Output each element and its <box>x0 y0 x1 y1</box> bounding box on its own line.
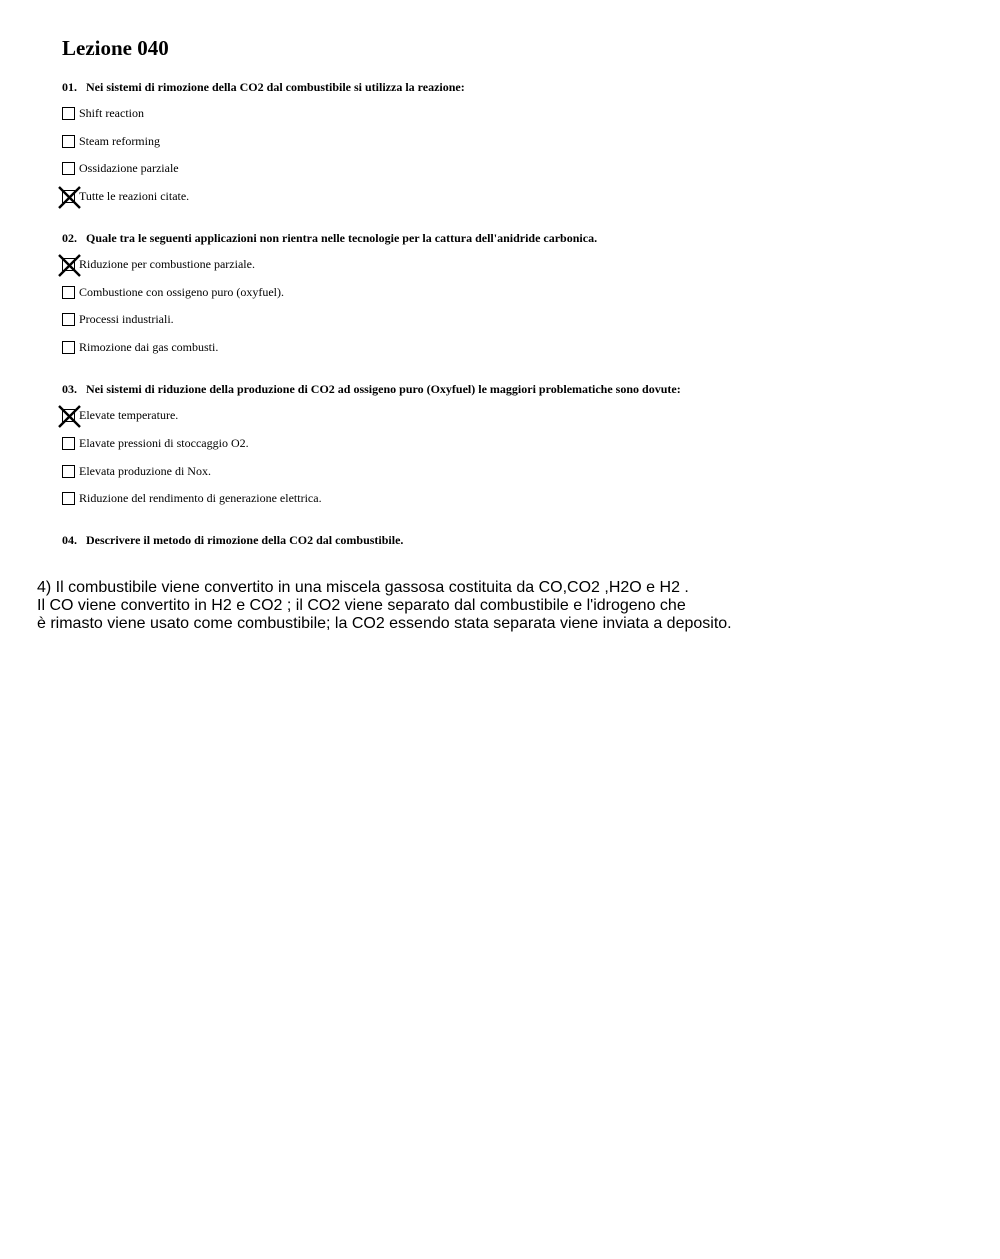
checkbox[interactable] <box>62 437 75 450</box>
option-label: Processi industriali. <box>79 312 174 326</box>
q2-option-4[interactable] <box>62 339 218 355</box>
checkbox[interactable] <box>62 341 75 354</box>
option-label: Elevata produzione di Nox. <box>79 464 211 478</box>
checkbox-checked[interactable] <box>62 190 75 203</box>
q3-option-4[interactable] <box>62 490 322 506</box>
lesson-title: Lezione 040 <box>62 36 169 60</box>
q2-option-2[interactable] <box>62 284 284 300</box>
question-04-title <box>62 532 403 548</box>
option-label: Combustione con ossigeno puro (oxyfuel). <box>79 285 284 299</box>
option-label: Riduzione del rendimento di generazione elettrica. <box>79 491 322 505</box>
question-number: 04. <box>62 533 77 547</box>
question-text: Descrivere il metodo di rimozione della CO2 dal combustibile. <box>86 533 404 547</box>
question-number: 03. <box>62 382 77 396</box>
question-text: Nei sistemi di riduzione della produzione di CO2 ad ossigeno puro (Oxyfuel) le maggiori problematiche sono dovute: <box>86 382 681 396</box>
q2-option-3[interactable] <box>62 311 174 327</box>
checkbox[interactable] <box>62 107 75 120</box>
question-number: 02. <box>62 231 77 245</box>
q2-option-1[interactable] <box>62 256 255 272</box>
option-label: Steam reforming <box>79 134 160 148</box>
question-number: 01. <box>62 80 77 94</box>
option-label: Riduzione per combustione parziale. <box>79 257 255 271</box>
question-01-title <box>62 79 465 95</box>
check-x-icon <box>57 185 82 210</box>
checkbox[interactable] <box>62 162 75 175</box>
question-text: Nei sistemi di rimozione della CO2 dal combustibile si utilizza la reazione: <box>86 80 465 94</box>
option-label: Ossidazione parziale <box>79 161 179 175</box>
option-label: Elevate temperature. <box>79 408 179 422</box>
checkbox[interactable] <box>62 313 75 326</box>
checkbox-checked[interactable] <box>62 409 75 422</box>
answer-line: è rimasto viene usato come combustibile; la CO2 essendo stata separata viene inviata a deposito. <box>37 615 732 632</box>
q3-option-3[interactable] <box>62 463 211 479</box>
answer-text <box>37 579 732 633</box>
answer-line: 4) Il combustibile viene convertito in una miscela gassosa costituita da CO,CO2 ,H2O e H2 . <box>37 579 689 596</box>
question-text: Quale tra le seguenti applicazioni non rientra nelle tecnologie per la cattura dell'anidride carbonica. <box>86 231 598 245</box>
q1-option-3[interactable] <box>62 160 179 176</box>
checkbox[interactable] <box>62 492 75 505</box>
question-03-title <box>62 381 681 397</box>
option-label: Elavate pressioni di stoccaggio O2. <box>79 436 249 450</box>
check-x-icon <box>57 253 82 278</box>
option-label: Tutte le reazioni citate. <box>79 189 190 203</box>
q1-option-2[interactable] <box>62 133 160 149</box>
answer-line: Il CO viene convertito in H2 e CO2 ; il CO2 viene separato dal combustibile e l'idrogeno che <box>37 597 686 614</box>
checkbox[interactable] <box>62 135 75 148</box>
q1-option-4[interactable] <box>62 188 189 204</box>
checkbox[interactable] <box>62 465 75 478</box>
option-label: Shift reaction <box>79 106 144 120</box>
checkbox-checked[interactable] <box>62 258 75 271</box>
check-x-icon <box>57 404 82 429</box>
q3-option-1[interactable] <box>62 407 178 423</box>
question-02-title <box>62 230 597 246</box>
q1-option-1[interactable] <box>62 105 144 121</box>
q3-option-2[interactable] <box>62 435 249 451</box>
option-label: Rimozione dai gas combusti. <box>79 340 219 354</box>
checkbox[interactable] <box>62 286 75 299</box>
